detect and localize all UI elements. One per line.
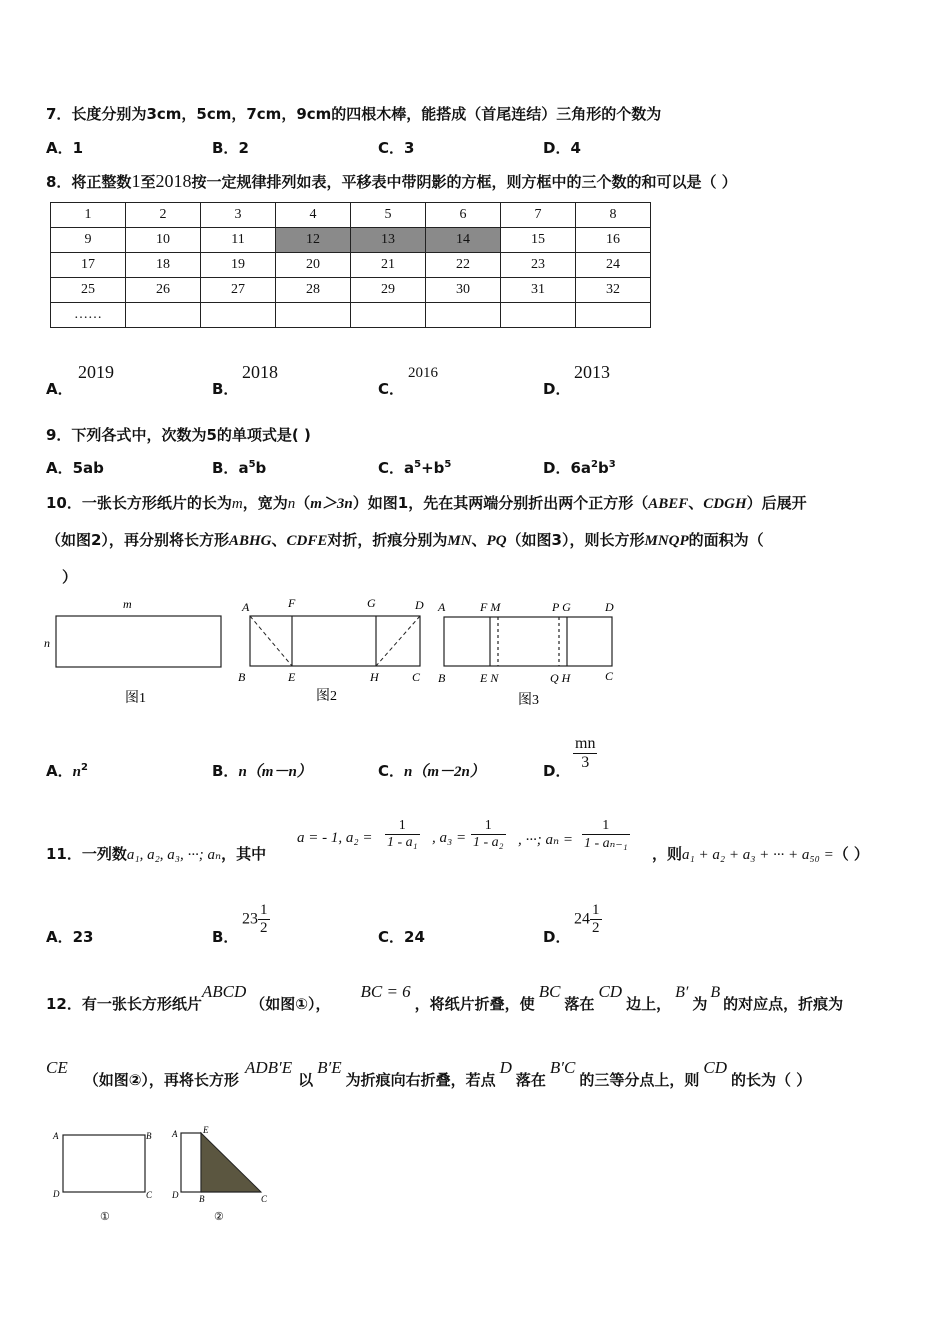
q12-fig1-label-a: A [53,1131,59,1141]
q12-fig1-label-b: B [146,1131,152,1141]
q12-line2: CE （如图②），再将长方形 ADB′E 以 B′E 为折痕向右折叠，若点 D 落在 B′C 的三等分点上，则 CD 的长为（ ） [46,1058,812,1089]
q12-fig2-strip [181,1133,201,1192]
q11-prefix: 11．一列数a₁, a₂, a₃, ···; aₙ，其中 [46,845,267,863]
q11-frac3: $\frac{1}{\text{1 - aₙ₋₁}}$ [584,818,628,851]
q8-option-d[interactable]: D． [543,380,571,398]
table-cell: 3 [201,203,276,228]
q7-option-c[interactable]: C．3 [378,139,415,157]
q11-option-b[interactable]: B． [212,928,239,946]
fig3-label-en: E N [480,671,499,685]
table-cell: 7 [501,203,576,228]
q9-option-a[interactable]: A．5ab [46,459,104,477]
q7-option-b[interactable]: B．2 [212,139,249,157]
table-cell: 1 [51,203,126,228]
q12-line1: 12．有一张长方形纸片 ABCD （如图①）， BC = 6 ，将纸片折叠，使 BC 落在 CD 边上， B′ 为 B 的对应点，折痕为 [46,982,844,1013]
q10-option-d-fraction: $\frac{mn}{3}$ [575,735,596,771]
table-row [51,253,651,278]
q8-option-a[interactable]: A． [46,380,73,398]
q11-then: ，则a₁ + a₂ + a₃ + ··· + a₅₀ =（ ） [652,845,869,863]
table-cell: 12 [276,228,351,253]
fig2-label-h: H [370,670,379,684]
q12-fig2-label-b: B [199,1194,205,1204]
table-cell: 20 [276,253,351,278]
table-cell: 24 [576,253,651,278]
q10-figures [40,590,640,715]
q8-option-d-value: 2013 [574,362,610,382]
table-cell: 14 [426,228,501,253]
fig3-label-qh: Q H [550,671,571,685]
table-cell: 27 [201,278,276,303]
table-cell: 18 [126,253,201,278]
fig2-dashed-dh [376,616,420,666]
q12-fig1-label-d: D [53,1189,60,1199]
table-cell: 32 [576,278,651,303]
table-cell: 16 [576,228,651,253]
table-cell [276,303,351,328]
q7-option-a[interactable]: A．1 [46,139,84,157]
table-cell: 19 [201,253,276,278]
q11-frac1: $\frac{1}{\text{1 - a₁}}$ [387,818,418,850]
q8-option-c[interactable]: C． [378,380,405,398]
q9-option-c[interactable]: C．$a^5+b^5$ [378,459,452,477]
table-cell: 4 [276,203,351,228]
table-cell: 17 [51,253,126,278]
q8-stem: 8．将正整数1至2018按一定规律排列如表，平移表中带阴影的方框，则方框中的三个数的和可以是（ ） [46,171,737,191]
q12-fig2-caption: ② [214,1211,224,1223]
q11-def-b: , a₃ = [432,830,467,846]
q8-option-a-value: 2019 [78,362,114,382]
q10-line2: （如图2），再分别将长方形ABHG、CDFE对折，折痕分别为MN、PQ（如图3），则长方形MNQP的面积为（ [46,531,764,549]
table-cell: …… [51,303,126,328]
table-cell: 6 [426,203,501,228]
table-cell: 11 [201,228,276,253]
table-row [51,303,651,328]
table-cell: 23 [501,253,576,278]
table-cell: 8 [576,203,651,228]
table-cell: 9 [51,228,126,253]
fig2-label-b: B [238,670,246,684]
fig3-label-d: D [605,600,614,614]
table-cell [126,303,201,328]
q11-option-a[interactable]: A．23 [46,928,94,946]
table-row [51,278,651,303]
table-cell: 21 [351,253,426,278]
table-cell: 29 [351,278,426,303]
q10-option-c[interactable]: C．n（m－2n） [378,762,485,780]
q11-option-d[interactable]: D． [543,928,571,946]
table-cell: 15 [501,228,576,253]
q8-option-c-value: 2016 [408,365,438,381]
table-cell [501,303,576,328]
table-cell: 26 [126,278,201,303]
fig1-label-m: m [123,597,132,611]
table-cell: 31 [501,278,576,303]
q12-fig2-label-d: D [172,1190,179,1200]
q12-fig2-folded-triangle [201,1133,261,1192]
table-cell: 10 [126,228,201,253]
fig3-rectangle [444,617,612,666]
q12-fig2-label-e: E [203,1125,209,1135]
fig3-label-a: A [438,600,446,614]
q12-fig2-label-a: A [172,1129,178,1139]
q10-line3: ） [62,568,78,586]
number-table [50,202,651,328]
fig3-label-c: C [605,669,614,683]
table-cell: 2 [126,203,201,228]
fig3-label-fm: F M [480,600,501,614]
q8-option-b[interactable]: B． [212,380,239,398]
fig2-label-d: D [415,598,424,612]
q7-option-d[interactable]: D．4 [543,139,581,157]
q7-stem: 7．长度分别为3cm，5cm，7cm，9cm的四根木棒，能搭成（首尾连结）三角形的个数为 [46,105,662,123]
fig1-caption: 图1 [125,691,146,706]
table-cell: 5 [351,203,426,228]
q12-fig1-rectangle [63,1135,145,1192]
table-row [51,203,651,228]
q11-frac2: $\frac{1}{\text{1 - a₂}}$ [473,818,504,850]
q12-fig2-label-c: C [261,1194,268,1204]
table-cell: 25 [51,278,126,303]
q10-option-a[interactable]: A．$n^2$ [46,762,88,780]
fig1-label-n: n [44,636,50,650]
q12-figures [48,1122,288,1232]
fig2-label-c: C [412,670,421,684]
q9-stem: 9．下列各式中，次数为5的单项式是( ) [46,426,311,444]
q10-option-b[interactable]: B．n（m－n） [212,762,312,780]
q11-def-a: a = - 1, a₂ = [297,830,373,846]
table-cell: 22 [426,253,501,278]
fig2-label-a: A [242,600,250,614]
fig2-dashed-ae [250,616,292,666]
q10-line1: 10．一张长方形纸片的长为m，宽为n（m＞3n）如图1，先在其两端分别折出两个正方形（ABEF、CDGH）后展开 [46,494,807,512]
fig2-caption: 图2 [316,689,337,704]
table-cell [576,303,651,328]
fig2-label-g: G [367,596,376,610]
fig2-label-f: F [288,596,296,610]
q10-option-d[interactable]: D． [543,762,571,780]
q11-option-d-mixed: 24 $\frac{1}{2}$ [574,902,600,936]
q12-fig1-label-c: C [146,1190,153,1200]
fig2-label-e: E [288,670,296,684]
q8-option-b-value: 2018 [242,362,278,382]
table-cell: 30 [426,278,501,303]
q9-option-b[interactable]: B．$a^5b$ [212,459,267,477]
q11-option-c[interactable]: C．24 [378,928,425,946]
table-row [51,228,651,253]
fig3-caption: 图3 [518,693,539,708]
table-cell: 28 [276,278,351,303]
fig3-label-pg: P G [552,600,571,614]
table-cell [426,303,501,328]
table-cell [201,303,276,328]
q9-option-d[interactable]: D．$6a^2b^3$ [543,459,616,477]
fig1-rectangle [56,616,221,667]
fig2-rectangle [250,616,420,666]
q11-option-b-mixed: 23 $\frac{1}{2}$ [242,902,268,936]
table-cell [351,303,426,328]
table-cell: 13 [351,228,426,253]
q11-def-c: , ···; aₙ = [518,832,573,848]
q12-fig1-caption: ① [100,1211,110,1223]
fig3-label-b: B [438,671,446,685]
